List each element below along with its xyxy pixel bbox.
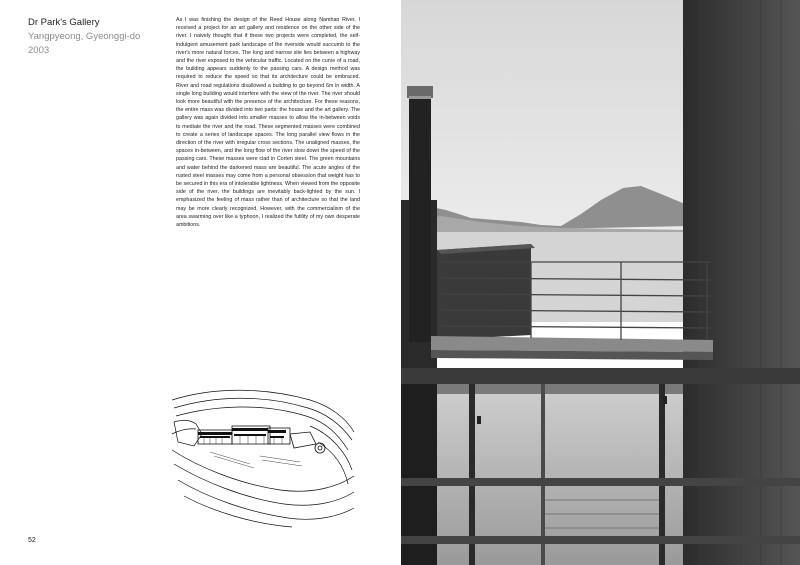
- project-location: Yangpyeong, Gyeonggi-do: [28, 31, 141, 42]
- project-title: Dr Park's Gallery: [28, 17, 100, 28]
- body-text: As I was finishing the design of the Reed House along Namhan River, I received a project for an art gallery and residence on the other side of the river. I naively thought that if these two projects were completed, the self-indulgent amusement park landscape of the riverside would succumb to the river's more natural forces. The long and narrow site lies between a highway and the river exposed to the vehicular traffic. Located on the curve of a road, the building appears suddenly to the passing cars. A design method was required to reduce the speed so that its architecture could be embraced. River and road regulations disallowed a building to go beyond 6m in width. A single long building would interfere with the view of the river. The river should look more beautiful with the presence of the architecture. For these reasons, the entire mass was divided into two parts: the house and the art gallery. The gallery was again divided into smaller masses to allow the in-between voids to mediate the river and the road. These segmented masses were combined to create a series of landscape spaces. The long parallel view flows in the direction of the river with irregular cross sections. The unaligned masses, the spaces in-between, and the long flow of the river slow down the speed of the passing cars. These masses were clad in Corten steel. The green mountains and water behind the darkened mass are beautiful. The acute angles of the rusted steel masses may come from a personal obsession that weight has to be secured in this era of intolerable lightness. When viewed from the opposite side of the river, the buildings are inevitably back-lighted by the sun. I emphasized the feeling of mass rather than of architecture so that the land may be more clearly recognized. However, with the commercialism of the area swarming over like a typhoon, I realized the futility of my own desperate ambitions.: [176, 17, 360, 229]
- page-number: 52: [28, 537, 36, 544]
- project-year: 2003: [28, 45, 50, 56]
- architecture-photo: [401, 0, 800, 565]
- site-plan-drawing: [170, 372, 356, 528]
- title-block: [28, 16, 178, 58]
